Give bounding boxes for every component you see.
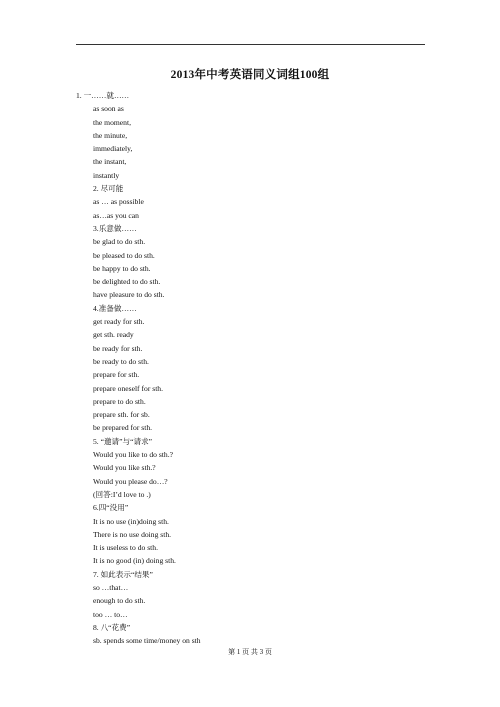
text-line: get sth. ready — [93, 330, 134, 340]
text-line: immediately, — [93, 144, 133, 154]
text-line: 5. “邀请”与“请求” — [93, 436, 153, 446]
text-line: 8. 八“花费” — [93, 622, 131, 632]
text-line: prepare sth. for sb. — [93, 410, 150, 420]
text-line: sb. spends some time/money on sth — [93, 636, 201, 646]
text-line: 7. 如此表示“结果” — [93, 569, 153, 579]
text-line: Would you like sth.? — [93, 463, 156, 473]
text-line: as soon as — [93, 104, 124, 114]
document-title: 2013年中考英语同义词组100组 — [170, 69, 330, 81]
text-line: There is no use doing sth. — [93, 529, 172, 539]
document-body — [76, 89, 426, 647]
text-line: 4.准备做…… — [93, 303, 137, 313]
text-line: It is no good (in) doing sth. — [93, 556, 176, 566]
text-line: 2. 尽可能 — [93, 184, 124, 194]
header-rule — [76, 44, 425, 45]
text-line: be glad to do sth. — [93, 237, 146, 247]
text-line: enough to do sth. — [93, 596, 146, 606]
text-line: the moment, — [93, 117, 131, 127]
text-line: It is no use (in)doing sth. — [93, 516, 169, 526]
text-line: be delighted to do sth. — [93, 277, 161, 287]
text-line: prepare for sth. — [93, 370, 140, 380]
page-footer: 第 1 页 共 3 页 — [228, 648, 272, 656]
text-line: be ready for sth. — [93, 343, 143, 353]
text-line: get ready for sth. — [93, 317, 145, 327]
text-line: be pleased to do sth. — [93, 250, 155, 260]
text-line: so …that… — [93, 582, 129, 592]
text-line: as…as you can — [93, 210, 139, 220]
text-line: 1. 一……就…… — [76, 91, 130, 100]
text-line: instantly — [93, 170, 120, 180]
text-line: (回答:I’d love to .) — [93, 489, 151, 499]
text-line: It is useless to do sth. — [93, 543, 158, 553]
text-line: Would you please do…? — [93, 476, 168, 486]
text-line: too … to… — [93, 609, 128, 619]
text-line: 3.乐意做…… — [93, 223, 137, 233]
text-line: be happy to do sth. — [93, 263, 151, 273]
text-line: have pleasure to do sth. — [93, 290, 165, 300]
text-line: be prepared for sth. — [93, 423, 153, 433]
text-line: Would you like to do sth.? — [93, 450, 173, 460]
text-line: as … as possible — [93, 197, 144, 207]
text-line: prepare oneself for sth. — [93, 383, 164, 393]
text-line: prepare to do sth. — [93, 396, 146, 406]
text-line: be ready to do sth. — [93, 356, 149, 366]
text-line: the instant, — [93, 157, 127, 167]
text-line: the minute, — [93, 130, 128, 140]
text-line: 6.四“没用” — [93, 503, 129, 513]
